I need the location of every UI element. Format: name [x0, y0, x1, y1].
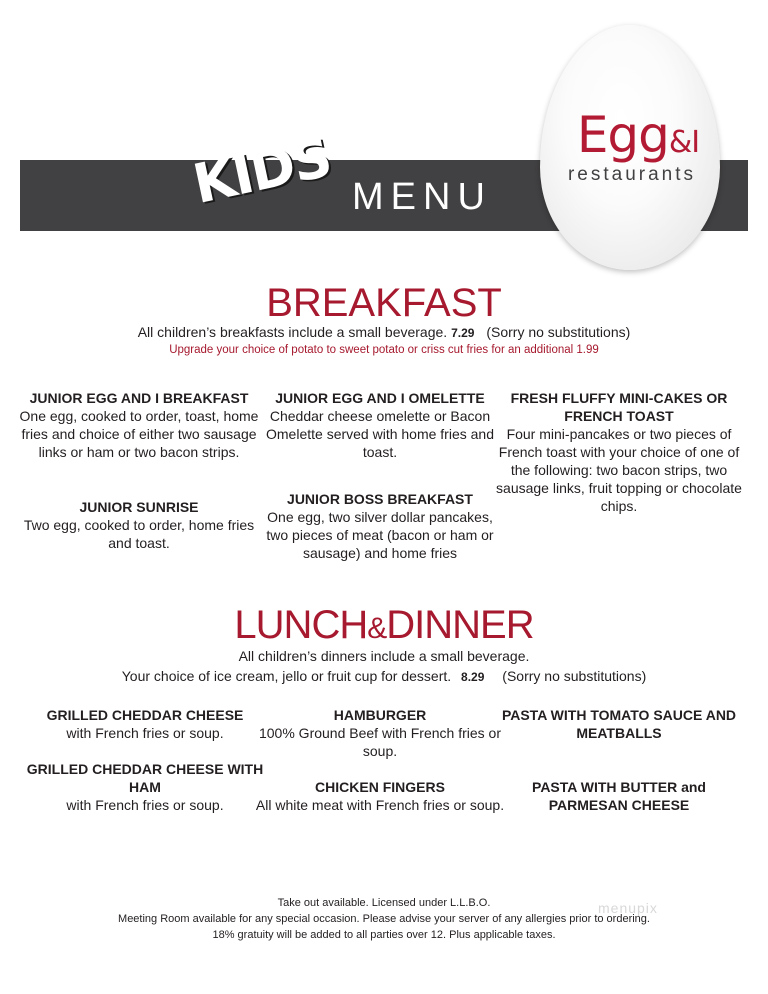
- menu-item: [20, 760, 270, 814]
- menu-item: [255, 706, 505, 760]
- lunch-title-b: DINNER: [386, 603, 534, 647]
- item-name: GRILLED CHEDDAR CHEESE: [46, 707, 244, 723]
- menu-label: MENU: [352, 176, 492, 218]
- lunch-note-line1: All children’s dinners include a small beverage.: [238, 648, 530, 664]
- item-name: JUNIOR EGG AND I OMELETTE: [275, 390, 485, 406]
- item-desc: One egg, cooked to order, toast, home fries and choice of either two sausage links or ham or two bacon strips.: [19, 408, 259, 460]
- kids-label: KIDS: [187, 125, 336, 216]
- menu-item: [255, 778, 505, 814]
- menu-item: [14, 498, 264, 552]
- item-name: JUNIOR EGG AND I BREAKFAST: [29, 390, 249, 406]
- menu-item: [255, 490, 505, 562]
- lunch-dinner-title: [0, 605, 768, 645]
- breakfast-note: [0, 323, 768, 342]
- item-name: JUNIOR BOSS BREAKFAST: [287, 491, 473, 507]
- lunch-sorry: (Sorry no substitutions): [502, 668, 647, 684]
- menu-item: [493, 389, 745, 515]
- item-name: FRESH FLUFFY MINI-CAKES OR FRENCH TOAST: [510, 390, 728, 424]
- brand-name-text: Egg: [576, 106, 669, 164]
- item-desc: 100% Ground Beef with French fries or soup.: [258, 725, 501, 759]
- item-name: HAMBURGER: [333, 707, 427, 723]
- footer-line3: 18% gratuity will be added to all parties over 12. Plus applicable taxes.: [212, 929, 556, 941]
- watermark: menupix: [598, 900, 658, 916]
- lunch-note-text: Your choice of ice cream, jello or fruit cup for dessert.: [121, 668, 452, 684]
- footer-line2: Meeting Room available for any special occasion. Please advise your server of any allergies prior to ordering.: [118, 913, 650, 925]
- menu-item: [20, 706, 270, 742]
- brand-subtitle: restaurants: [567, 164, 697, 185]
- item-desc: Two egg, cooked to order, home fries and toast.: [23, 517, 255, 551]
- item-name: CHICKEN FINGERS: [315, 779, 445, 795]
- lunch-title-amp: &: [367, 612, 387, 645]
- item-desc: Cheddar cheese omelette or Bacon Omelette served with home fries and toast.: [266, 408, 494, 460]
- menu-item: [255, 389, 505, 461]
- menu-item: [493, 706, 745, 742]
- brand-amp: &I: [668, 125, 700, 160]
- upgrade-price: 1.99: [576, 344, 599, 356]
- lunch-price: 8.29: [461, 670, 485, 684]
- breakfast-price: 7.29: [451, 326, 475, 340]
- item-desc: One egg, two silver dollar pancakes, two pieces of meat (bacon or ham or sausage) and home fries: [266, 509, 494, 561]
- item-desc: Four mini-pancakes or two pieces of French toast with your choice of one of the following: two bacon strips, two sausage links, fruit topping or chocolate chips.: [496, 426, 742, 514]
- menu-item: [493, 778, 745, 814]
- item-name: PASTA WITH BUTTER and PARMESAN CHEESE: [532, 779, 706, 813]
- breakfast-upgrade: [0, 343, 768, 357]
- menu-item: [14, 389, 264, 461]
- item-desc: with French fries or soup.: [66, 797, 224, 813]
- breakfast-sorry: (Sorry no substitutions): [486, 324, 631, 340]
- item-name: JUNIOR SUNRISE: [79, 499, 199, 515]
- footer-line1: Take out available. Licensed under L.L.B.O.: [277, 897, 491, 909]
- item-name: GRILLED CHEDDAR CHEESE WITH HAM: [26, 761, 264, 795]
- breakfast-title: BREAKFAST: [266, 281, 502, 325]
- item-desc: with French fries or soup.: [66, 725, 224, 741]
- upgrade-text: Upgrade your choice of potato to sweet potato or criss cut fries for an additional: [169, 344, 574, 356]
- item-desc: All white meat with French fries or soup.: [255, 797, 505, 813]
- lunch-title-a: LUNCH: [234, 603, 368, 647]
- item-name: PASTA WITH TOMATO SAUCE AND MEATBALLS: [501, 707, 737, 741]
- lunch-note-line2: [0, 667, 768, 686]
- breakfast-note-text: All children’s breakfasts include a small beverage.: [137, 324, 448, 340]
- brand-name: [563, 106, 713, 164]
